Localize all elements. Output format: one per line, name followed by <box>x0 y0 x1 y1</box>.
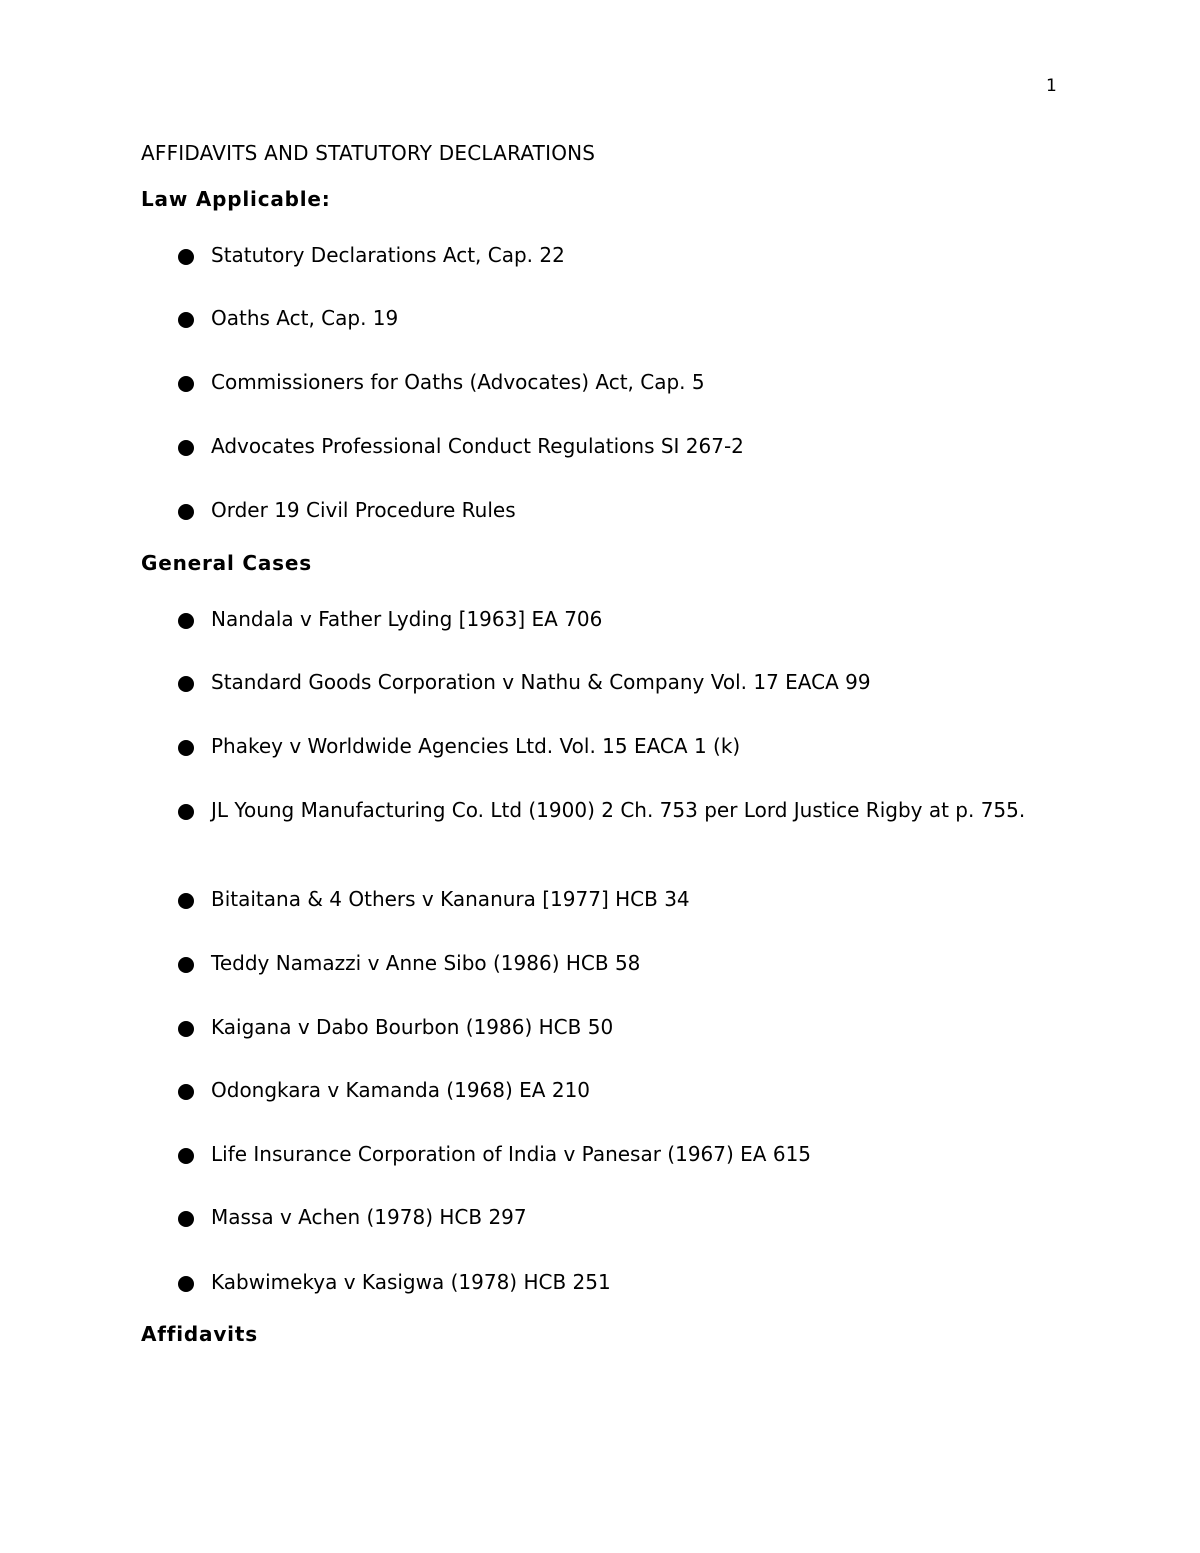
list-item <box>178 1138 1068 1171</box>
list-item <box>178 1266 1068 1299</box>
page-number: 1 <box>1046 76 1057 96</box>
list-item <box>178 1074 1068 1107</box>
list-item-text: Advocates Professional Conduct Regulations SI 267-2 <box>211 434 744 458</box>
bullet-icon <box>178 504 194 520</box>
bullet-icon <box>178 1276 194 1292</box>
bullet-icon <box>178 676 194 692</box>
list-item-text: Statutory Declarations Act, Cap. 22 <box>211 243 565 267</box>
list-item-text: Massa v Achen (1978) HCB 297 <box>211 1205 527 1229</box>
bullet-icon <box>178 957 194 973</box>
list-item <box>178 366 1068 399</box>
list-item <box>178 1011 1068 1044</box>
list-item-text: Kaigana v Dabo Bourbon (1986) HCB 50 <box>211 1015 614 1039</box>
bullet-icon <box>178 893 194 909</box>
bullet-icon <box>178 312 194 328</box>
list-item-text: Odongkara v Kamanda (1968) EA 210 <box>211 1078 591 1102</box>
section-heading-general-cases: General Cases <box>141 551 312 575</box>
list-item <box>178 494 1068 527</box>
list-item <box>178 794 1068 827</box>
list-item-text: Phakey v Worldwide Agencies Ltd. Vol. 15 EACA 1 (k) <box>211 734 741 758</box>
bullet-icon <box>178 440 194 456</box>
list-item-text: Oaths Act, Cap. 19 <box>211 306 399 330</box>
bullet-icon <box>178 1148 194 1164</box>
list-item-text: Life Insurance Corporation of India v Panesar (1967) EA 615 <box>211 1142 812 1166</box>
list-item <box>178 239 1068 272</box>
bullet-icon <box>178 1021 194 1037</box>
bullet-icon <box>178 804 194 820</box>
bullet-icon <box>178 1084 194 1100</box>
list-item <box>178 666 1068 699</box>
document-title: AFFIDAVITS AND STATUTORY DECLARATIONS <box>141 141 596 165</box>
bullet-icon <box>178 249 194 265</box>
list-item <box>178 302 1068 335</box>
bullet-icon <box>178 740 194 756</box>
list-item-text: Teddy Namazzi v Anne Sibo (1986) HCB 58 <box>211 951 641 975</box>
list-item-text: Kabwimekya v Kasigwa (1978) HCB 251 <box>211 1270 611 1294</box>
bullet-icon <box>178 1211 194 1227</box>
list-item <box>178 1201 1068 1234</box>
bullet-icon <box>178 613 194 629</box>
list-item <box>178 730 1068 763</box>
section-heading-affidavits: Affidavits <box>141 1322 258 1346</box>
section-heading-law-applicable: Law Applicable: <box>141 187 331 211</box>
list-item <box>178 603 1068 636</box>
list-item <box>178 947 1068 980</box>
list-item-text: Commissioners for Oaths (Advocates) Act, Cap. 5 <box>211 370 705 394</box>
list-item <box>178 430 1068 463</box>
list-item <box>178 883 1068 916</box>
list-item-text: JL Young Manufacturing Co. Ltd (1900) 2 Ch. 753 per Lord Justice Rigby at p. 755. <box>211 798 1026 822</box>
bullet-icon <box>178 376 194 392</box>
list-item-text: Standard Goods Corporation v Nathu & Company Vol. 17 EACA 99 <box>211 670 871 694</box>
list-item-text: Bitaitana & 4 Others v Kananura [1977] HCB 34 <box>211 887 690 911</box>
list-item-text: Order 19 Civil Procedure Rules <box>211 498 516 522</box>
list-item-text: Nandala v Father Lyding [1963] EA 706 <box>211 607 603 631</box>
